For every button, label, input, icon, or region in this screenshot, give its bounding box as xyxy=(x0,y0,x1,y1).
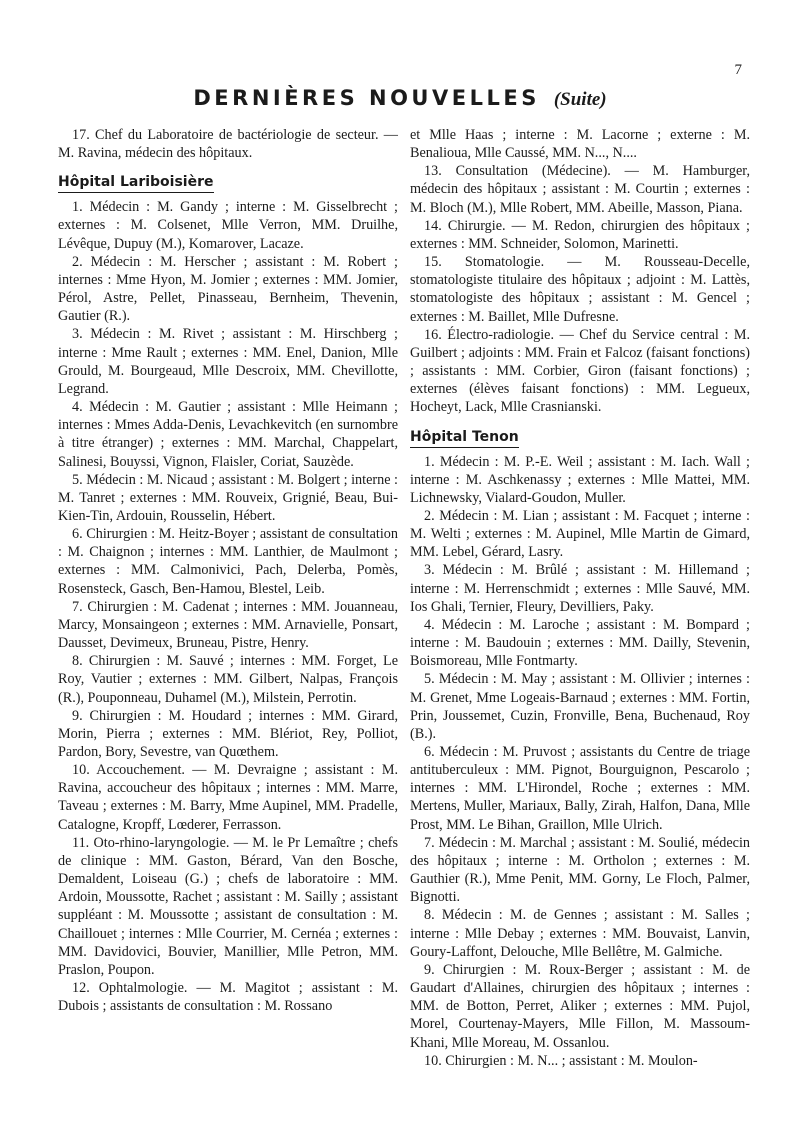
paragraph: 5. Médecin : M. May ; assistant : M. Ollivier ; internes : M. Grenet, Mme Logeais-Barnaud ; externes : MM. Fortin, Prin, Joussemet, Cuzin, Fronville, Bena, Buchenaud, Roy (B.). xyxy=(410,671,750,742)
paragraph: 10. Chirurgien : M. N... ; assistant : M. Moulon- xyxy=(424,1052,698,1069)
continuation-paragraph: et Mlle Haas ; interne : M. Lacorne ; externe : M. Benalioua, Mlle Caussé, MM. N..., N.... xyxy=(410,127,750,162)
paragraph: 7. Médecin : M. Marchal ; assistant : M. Soulié, médecin des hôpitaux ; interne : M. Ortholon ; externes : M. Gauthier (R.), Mme Penit, MM. Gorny, Le Floch, Palmer, Bignotti. xyxy=(410,834,750,906)
paragraph: 1. Médecin : M. Gandy ; interne : M. Gisselbrecht ; externes : M. Colsenet, Mlle Verron, MM. Druilhe, Lévêque, Dupuy (M.), Komarover, Lacaze. xyxy=(58,199,398,252)
paragraph: 15. Stomatologie. — M. Rousseau-Decelle, stomatologiste titulaire des hôpitaux ; adjoint : M. Lattès, stomatologiste des hôpitaux ; assistant : M. Gencel ; externes : M. Baillet, Mlle Dufresne. xyxy=(410,254,750,325)
paragraph: 4. Médecin : M. Gautier ; assistant : Mlle Heimann ; internes : Mmes Adda-Denis, Levachkevitch (en surnombre à titre étranger) ; externes : MM. Marchal, Chappelart, Salinesi, Bouyssi, Vignon, Flaisler, Coriat, Sauzède. xyxy=(58,399,398,470)
paragraph: 1. Médecin : M. P.-E. Weil ; assistant : M. Iach. Wall ; interne : M. Aschkenassy ; externes : Mlle Mattei, MM. Lichnewsky, Vialard-Goudon, Muller. xyxy=(410,453,750,506)
page-number: 7 xyxy=(734,62,742,78)
paragraph: 5. Médecin : M. Nicaud ; assistant : M. Bolgert ; interne : M. Tanret ; externes : MM. Rouveix, Grignié, Beau, Bui-Kien-Tin, Ardouin, Rousselin, Hébert. xyxy=(58,471,398,524)
running-head xyxy=(0,86,800,111)
paragraph: 6. Chirurgien : M. Heitz-Boyer ; assistant de consultation : M. Chaignon ; internes : MM. Lanthier, de Maulmont ; externes : MM. Calmonivici, Pach, Delerba, Pomès, Rosensteck, Gasch, Ben-Hamou, Blestel, Leib. xyxy=(58,526,398,597)
running-head-suite: (Suite) xyxy=(553,89,607,110)
paragraph: 8. Médecin : M. de Gennes ; assistant : M. Salles ; interne : Mlle Debay ; externes : MM. Bouvaist, Lanvin, Goury-Laffont, Delouche, Mlle Bellêtre, M. Galmiche. xyxy=(410,907,750,960)
section-title-lariboisiere: Hôpital Lariboisière xyxy=(58,173,214,193)
paragraph: 2. Médecin : M. Herscher ; assistant : M. Robert ; internes : Mme Hyon, M. Jomier ; externes : MM. Jomier, Pérol, Astre, Pellet, Pinasseau, Bernheim, Thevenin, Gautier (R.). xyxy=(58,253,398,325)
paragraph: 7. Chirurgien : M. Cadenat ; internes : MM. Jouanneau, Marcy, Monsaingeon ; externes : MM. Arnavielle, Ponsart, Dausset, Devimeux, Bruneau, Pistre, Henry. xyxy=(58,598,398,652)
paragraph: 4. Médecin : M. Laroche ; assistant : M. Bompard ; interne : M. Baudouin ; externes : MM. Dailly, Stevenin, Boismoreau, Mlle Fontmarty. xyxy=(410,616,750,670)
paragraph: 3. Médecin : M. Rivet ; assistant : M. Hirschberg ; interne : Mme Rault ; externes : MM. Enel, Danion, Mlle Grould, M. Bourgeaud, Mlle Descroix, MM. Chevillotte, Legrand. xyxy=(58,326,398,397)
intro-paragraph: 17. Chef du Laboratoire de bactériologie de secteur. — M. Ravina, médecin des hôpitaux. xyxy=(58,127,398,162)
section-title-tenon: Hôpital Tenon xyxy=(410,428,519,448)
running-head-title: DERNIÈRES NOUVELLES xyxy=(193,86,540,110)
left-column xyxy=(58,126,398,1015)
paragraph: 6. Médecin : M. Pruvost ; assistants du Centre de triage antituberculeux : MM. Pignot, Bourguignon, Pescarolo ; internes : MM. L'Hirondel, Roche ; externes : MM. Mertens, Muller, Mariaux, Bally, Zirah, Halfon, Dana, Mlle Prost, MM. Le Bihan, Graillon, Mlle Ulrich. xyxy=(410,744,750,833)
paragraph: 2. Médecin : M. Lian ; assistant : M. Facquet ; interne : M. Welti ; externes : M. Aupinel, Mlle Martin de Gimard, MM. Lebel, Gérard, Lasry. xyxy=(410,507,750,561)
paragraph: 11. Oto-rhino-laryngologie. — M. le Pr Lemaître ; chefs de clinique : MM. Gaston, Bérard, Van den Bosche, Demaldent, Loiseau (G.) ; chefs de laboratoire : MM. Ardoin, Moussotte, Rachet ; assistant : M. Sailly ; assistant suppléant : M. Moussotte ; assistant de consultation : M. Chaillouet ; internes : Mlle Courrier, M. Cernéa ; externes : MM. Davidovici, Bouvier, Manillier, Mlle Petron, MM. Praslon, Poupon. xyxy=(58,834,398,978)
paragraph: 14. Chirurgie. — M. Redon, chirurgien des hôpitaux ; externes : MM. Schneider, Solomon, Marinetti. xyxy=(410,217,750,252)
paragraph: 9. Chirurgien : M. Roux-Berger ; assistant : M. de Gaudart d'Allaines, chirurgien des hôpitaux ; internes : MM. de Botton, Perret, Aliker ; externes : MM. Pujol, Morel, Courtenay-Mayers, Mlle Fillon, M. Massoum-Khani, Mlle Moreau, M. Ossanlou. xyxy=(410,961,750,1051)
paragraph: 12. Ophtalmologie. — M. Magitot ; assistant : M. Dubois ; assistants de consultation : M. Rossano xyxy=(58,980,398,1015)
right-column xyxy=(410,126,750,1070)
paragraph: 13. Consultation (Médecine). — M. Hamburger, médecin des hôpitaux ; assistant : M. Courtin ; externes : M. Bloch (M.), Mlle Robert, MM. Abeille, Masson, Piana. xyxy=(410,163,750,216)
paragraph: 3. Médecin : M. Brûlé ; assistant : M. Hillemand ; interne : M. Herrenschmidt ; externes : Mlle Sauvé, MM. Ios Ghali, Ternier, Fleury, Devilliers, Paky. xyxy=(410,562,750,615)
paragraph: 10. Accouchement. — M. Devraigne ; assistant : M. Ravina, accoucheur des hôpitaux ; internes : MM. Marre, Taveau ; externes : M. Barry, Mme Aupinel, MM. Pradelle, Catalogne, Kropff, Lœderer, Ferrasson. xyxy=(58,762,398,833)
paragraph: 9. Chirurgien : M. Houdard ; internes : MM. Girard, Morin, Pierra ; externes : MM. Blériot, Rey, Polliot, Pardon, Bory, Sevestre, van Quœthem. xyxy=(58,707,398,760)
paragraph: 16. Électro-radiologie. — Chef du Service central : M. Guilbert ; adjoints : MM. Frain et Falcoz (faisant fonctions) ; assistants : MM. Corbier, Giron (faisant fonctions) ; externes (élèves faisant fonctions) : MM. Legueux, Hocheyt, Lack, Mlle Crasnianski. xyxy=(410,326,750,416)
paragraph: 8. Chirurgien : M. Sauvé ; internes : MM. Forget, Le Roy, Vautier ; externes : MM. Gilbert, Nalpas, François (R.), Pouponneau, Duhamel (M.), Milstein, Perrotin. xyxy=(58,653,398,706)
